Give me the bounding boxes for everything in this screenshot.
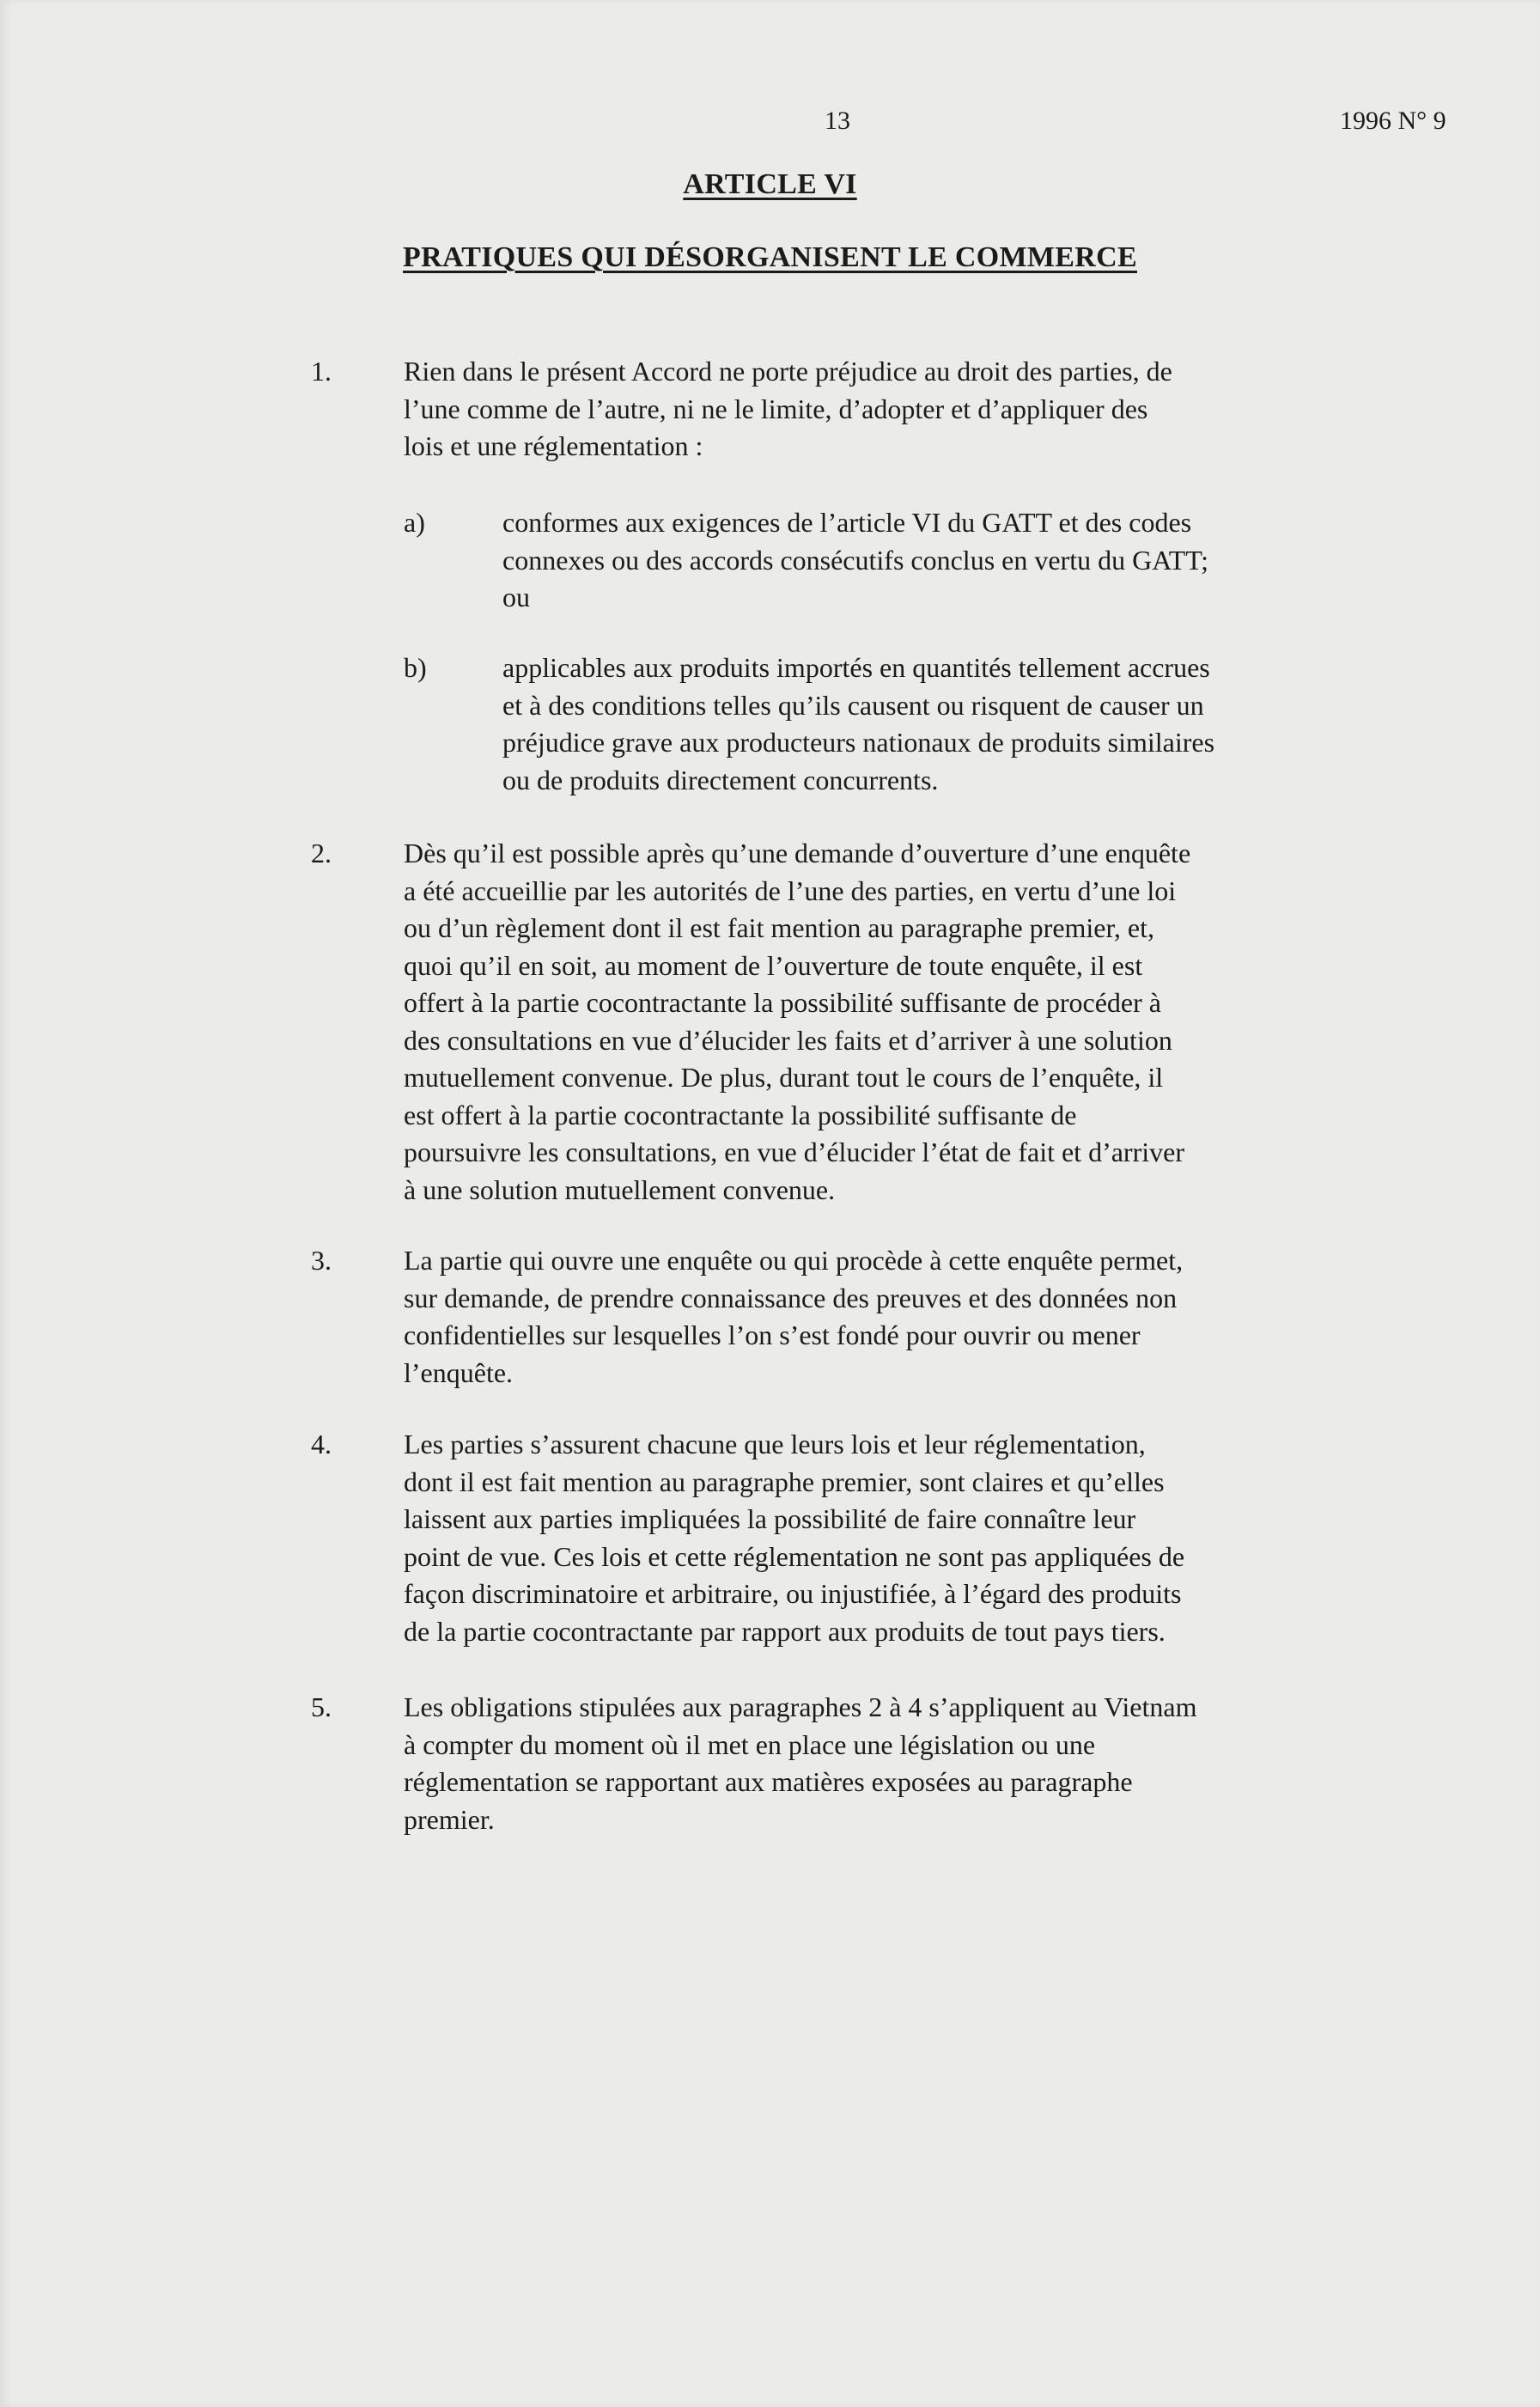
paragraph-number: 5. [311,1691,332,1722]
text-line: réglementation se rapportant aux matières exposées au paragraphe [404,1766,1133,1797]
text-line: connexes ou des accords consécutifs conclus en vertu du GATT; [502,544,1208,576]
text-line: des consultations en vue d’élucider les faits et d’arriver à une solution [404,1024,1172,1056]
subitem-text [502,649,1379,799]
text-line: ou de produits directement concurrents. [502,764,939,795]
text-line: et à des conditions telles qu’ils causent ou risquent de causer un [502,689,1204,721]
text-line: a été accueillie par les autorités de l’une des parties, en vertu d’une loi [404,874,1177,906]
subitem-label: a) [404,507,425,538]
text-line: façon discriminatoire et arbitraire, ou injustifiée, à l’égard des produits [404,1578,1182,1609]
text-line: applicables aux produits importés en quantités tellement accrues [502,652,1210,683]
text-line: Les obligations stipulées aux paragraphes 2 à 4 s’appliquent au Vietnam [404,1691,1197,1722]
paragraph-number: 3. [311,1245,332,1276]
text-line: préjudice grave aux producteurs nationaux de produits similaires [502,727,1215,758]
text-line: conformes aux exigences de l’article VI du GATT et des codes [502,507,1192,538]
text-line: Les parties s’assurent chacune que leurs lois et leur réglementation, [404,1429,1146,1459]
text-line: Rien dans le présent Accord ne porte préjudice au droit des parties, de [404,356,1172,387]
article-title: ARTICLE VI [683,168,857,200]
text-line: La partie qui ouvre une enquête ou qui procède à cette enquête permet, [404,1245,1184,1276]
paragraph-number: 2. [311,838,332,868]
article-subtitle: PRATIQUES QUI DÉSORGANISENT LE COMMERCE [403,241,1137,273]
paragraph-text [404,1426,1366,1650]
text-line: confidentielles sur lesquelles l’on s’est fondé pour ouvrir ou mener [404,1319,1141,1350]
paragraph-number: 1. [311,356,332,387]
paragraph-text [404,835,1366,1209]
document-reference: 1996 N° 9 [1340,107,1446,135]
text-line: à une solution mutuellement convenue. [404,1173,836,1205]
paragraph-text [404,353,1366,466]
text-line: poursuivre les consultations, en vue d’élucider l’état de fait et d’arriver [404,1136,1184,1167]
text-line: l’enquête. [404,1356,514,1388]
text-line: point de vue. Ces lois et cette réglementation ne sont pas appliquées de [404,1540,1185,1572]
text-line: laissent aux parties impliquées la possibilité de faire connaître leur [404,1503,1136,1534]
text-line: quoi qu’il en soit, au moment de l’ouverture de toute enquête, il est [404,949,1143,981]
text-line: lois et une réglementation : [404,430,703,461]
subitem-label: b) [404,652,427,683]
text-line: à compter du moment où il met en place une législation ou une [404,1728,1096,1760]
text-line: est offert à la partie cocontractante la possibilité suffisante de [404,1099,1077,1130]
text-line: mutuellement convenue. De plus, durant tout le cours de l’enquête, il [404,1062,1164,1093]
text-line: premier. [404,1803,495,1835]
text-line: Dès qu’il est possible après qu’une demande d’ouverture d’une enquête [404,838,1191,868]
paragraph-text [404,1689,1366,1838]
page-number: 13 [825,107,850,135]
text-line: sur demande, de prendre connaissance des preuves et des données non [404,1282,1178,1313]
text-line: dont il est fait mention au paragraphe premier, sont claires et qu’elles [404,1466,1165,1497]
text-line: ou d’un règlement dont il est fait mention au paragraphe premier, et, [404,912,1154,943]
text-line: offert à la partie cocontractante la possibilité suffisante de procéder à [404,987,1161,1018]
text-line: ou [502,582,530,612]
text-line: l’une comme de l’autre, ni ne le limite, d’adopter et d’appliquer des [404,393,1148,424]
paragraph-number: 4. [311,1429,332,1459]
subitem-text [502,504,1379,617]
paragraph-text [404,1242,1366,1392]
text-line: de la partie cocontractante par rapport aux produits de tout pays tiers. [404,1615,1166,1647]
